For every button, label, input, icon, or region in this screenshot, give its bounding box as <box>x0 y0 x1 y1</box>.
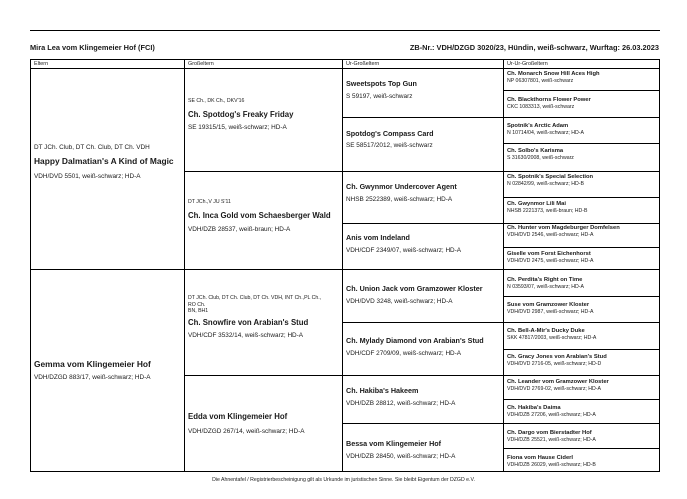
grandparent <box>188 412 340 436</box>
ancestor-registration: N 02842/99, weiß-schwarz; HD-B <box>507 180 584 187</box>
great-great-grandparent <box>507 148 657 161</box>
column-header-parents: Eltern <box>34 61 49 67</box>
great-grandparent-name: Bessa vom Klingemeier Hof <box>346 439 442 448</box>
grandparent-titles-line2: RO Ch. <box>188 301 206 308</box>
parent-name: Gemma vom Klingemeier Hof <box>34 359 151 369</box>
ancestor-registration: VDH/DZB 25521, weiß-schwarz; HD-A <box>507 436 596 443</box>
great-grandparent-name: Ch. Mylady Diamond von Arabian's Stud <box>346 336 484 345</box>
ancestor-registration: VDH/DZB 26029, weiß-schwarz; HD-B <box>507 461 596 468</box>
column-header-row <box>31 60 659 69</box>
parent-dam <box>34 359 182 382</box>
row-divider <box>342 223 659 224</box>
great-great-grandparent <box>507 123 657 136</box>
column-divider <box>184 60 185 471</box>
great-great-grandparent <box>507 225 657 238</box>
great-grandparent <box>346 129 501 150</box>
grandparent-titles: DT JCh.,V JU S'11 <box>188 199 231 205</box>
ancestor-name: Ch. Perdita's Right on Time <box>507 277 583 283</box>
grandparent <box>188 295 340 340</box>
great-grandparent-registration: NHSB 2522389, weiß-schwarz; HD-A <box>346 196 453 203</box>
great-grandparent-registration: VDH/DZB 28812, weiß-schwarz; HD-A <box>346 400 456 407</box>
great-grandparent-name: Ch. Gwynmor Undercover Agent <box>346 182 457 191</box>
ancestor-name: Ch. Dargo vom Bierstadter Hof <box>507 430 592 436</box>
great-great-grandparent <box>507 97 657 110</box>
ancestor-registration: NHSB 2221373, weiß-braun; HD-B <box>507 207 588 214</box>
great-grandparent <box>346 439 501 461</box>
row-divider <box>503 90 659 91</box>
great-grandparent <box>346 386 501 408</box>
great-grandparent-name: Ch. Union Jack vom Gramzower Kloster <box>346 284 483 293</box>
ancestor-registration: VDH/DVD 2716-05, weiß-schwarz; HD-D <box>507 360 602 367</box>
column-header-great-great-grandparents: Ur-Ur-Großeltern <box>507 61 548 67</box>
ancestor-name: Ch. Blackthorns Flower Power <box>507 97 591 103</box>
great-grandparent-registration: VDH/CDF 2709/09, weiß-schwarz; HD-A <box>346 350 462 357</box>
great-grandparent-registration: SE 58517/2012, weiß-schwarz <box>346 142 433 149</box>
grandparent <box>188 98 340 132</box>
grandparent-registration: VDH/DZGD 267/14, weiß-schwarz; HD-A <box>188 428 305 435</box>
grandparent-name: Ch. Spotdog's Freaky Friday <box>188 109 294 119</box>
row-divider <box>503 143 659 144</box>
row-divider <box>342 117 659 118</box>
ancestor-name: Ch. Solbo's Karisma <box>507 148 564 154</box>
great-great-grandparent <box>507 277 657 290</box>
ancestor-name: Spotnik's Arctic Adam <box>507 123 569 129</box>
great-great-grandparent <box>507 354 657 367</box>
ancestor-name: Giselle vom Forst Eichenhorst <box>507 251 591 257</box>
great-great-grandparent <box>507 201 657 214</box>
ancestor-registration: VDH/DVD 2987, weiß-schwarz; HD-A <box>507 308 594 315</box>
row-divider <box>184 171 659 172</box>
ancestor-registration: N 03593/07, weiß-schwarz; HD-A <box>507 283 584 290</box>
column-divider <box>342 60 343 471</box>
dog-name-heading: Mira Lea vom Klingemeier Hof (FCI) <box>30 43 155 52</box>
row-divider <box>184 375 659 376</box>
ancestor-registration: VDH/DVD 2475, weiß-schwarz; HD-A <box>507 257 594 264</box>
great-grandparent-name: Anis vom Indeland <box>346 233 410 242</box>
parent-registration: VDH/DVD 5501, weiß-schwarz; HD-A <box>34 173 141 180</box>
column-header-grandparents: Großeltern <box>188 61 214 67</box>
great-great-grandparent <box>507 405 657 418</box>
grandparent-name: Ch. Inca Gold vom Schaesberger Wald <box>188 210 331 220</box>
row-divider <box>342 423 659 424</box>
row-divider <box>342 322 659 323</box>
great-grandparent-registration: VDH/DZB 28450, weiß-schwarz; HD-A <box>346 453 456 460</box>
great-grandparent-name: Ch. Hakiba's Hakeem <box>346 386 419 395</box>
ancestor-name: Ch. Hakiba's Daima <box>507 405 561 411</box>
great-great-grandparent <box>507 251 657 264</box>
great-grandparent <box>346 79 501 101</box>
ancestor-name: Ch. Bell-A-Mir's Ducky Duke <box>507 328 585 334</box>
grandparent-titles: DT JCh. Club, DT Ch. Club, DT Ch. VDH, INT Ch.,PL Ch., <box>188 295 322 301</box>
ancestor-name: Ch. Gracy Jones von Arabian's Stud <box>507 354 607 360</box>
parent-sire <box>34 144 182 181</box>
great-grandparent-registration: S 59197, weiß-schwarz <box>346 93 413 100</box>
parent-registration: VDH/DZGD 883/17, weiß-schwarz; HD-A <box>34 374 151 381</box>
great-great-grandparent <box>507 328 657 341</box>
great-great-grandparent <box>507 174 657 187</box>
grandparent-titles: SE Ch., DK Ch., DKV'16 <box>188 98 245 104</box>
ancestor-registration: SKK 47817/2003, weiß-schwarz; HD-A <box>507 334 597 341</box>
ancestor-registration: VDH/DZB 27206, weiß-schwarz; HD-A <box>507 411 596 418</box>
great-grandparent <box>346 336 501 358</box>
grandparent-titles-line3: BN, BH1 <box>188 308 209 314</box>
great-grandparent-registration: VDH/CDF 2349/07, weiß-schwarz; HD-A <box>346 247 462 254</box>
pedigree-table <box>30 59 660 472</box>
ancestor-name: Ch. Leander vom Gramzower Kloster <box>507 379 609 385</box>
ancestor-registration: NP 06307801, weiß-schwarz <box>507 77 574 84</box>
grandparent-registration: VDH/CDF 3532/14, weiß-schwarz; HD-A <box>188 331 304 339</box>
great-grandparent <box>346 284 501 306</box>
row-divider <box>503 296 659 297</box>
ancestor-name: Ch. Hunter vom Magdeburger Domfelsen <box>507 225 620 231</box>
ancestor-name: Ch. Monarch Snow Hill Aces High <box>507 71 600 77</box>
ancestor-registration: N 10714/04, weiß-schwarz; HD-A <box>507 129 584 136</box>
ancestor-registration: VDH/DVD 2546, weiß-schwarz; HD-A <box>507 231 594 238</box>
ancestor-name: Fiona vom Hause Ciderl <box>507 455 574 461</box>
grandparent-registration: VDH/DZB 28537, weiß-braun; HD-A <box>188 225 291 233</box>
grandparent-name: Edda vom Klingemeier Hof <box>188 412 288 421</box>
row-divider <box>503 349 659 350</box>
great-grandparent-name: Spotdog's Compass Card <box>346 129 434 138</box>
parent-titles: DT JCh. Club, DT Ch. Club, DT Ch. VDH <box>34 144 150 151</box>
row-divider <box>503 247 659 248</box>
great-great-grandparent <box>507 430 657 443</box>
footer-note: Die Ahnentafel / Registrierbescheinigung gilt als Urkunde im juristischen Sinne. Sie bleibt Eigentum der DZGD e.V. <box>212 477 475 483</box>
ancestor-name: Ch. Gwynmor Lili Mai <box>507 201 566 207</box>
ancestor-name: Ch. Spotnik's Special Selection <box>507 174 594 180</box>
great-grandparent <box>346 182 501 204</box>
row-divider <box>503 399 659 400</box>
grandparent-name: Ch. Snowfire von Arabian's Stud <box>188 317 309 327</box>
great-grandparent-name: Sweetspots Top Gun <box>346 79 417 88</box>
great-grandparent-registration: VDH/DVD 3248, weiß-schwarz; HD-A <box>346 298 453 305</box>
ancestor-name: Suse vom Gramzower Kloster <box>507 302 590 308</box>
grandparent <box>188 199 340 234</box>
ancestor-registration: CKC 1083313, weiß-schwarz <box>507 103 575 110</box>
grandparent-registration: SE 19315/15, weiß-schwarz; HD-A <box>188 123 287 131</box>
great-great-grandparent <box>507 71 657 84</box>
great-great-grandparent <box>507 302 657 315</box>
row-divider <box>503 197 659 198</box>
row-divider <box>503 448 659 449</box>
ancestor-registration: VDH/DVD 2769-02, weiß-schwarz; HD-A <box>507 385 601 392</box>
top-rule <box>30 30 660 31</box>
row-divider <box>31 269 659 270</box>
column-divider <box>503 60 504 471</box>
great-great-grandparent <box>507 379 657 392</box>
dog-details-heading: ZB-Nr.: VDH/DZGD 3020/23, Hündin, weiß-schwarz, Wurftag: 26.03.2023 <box>409 43 659 52</box>
great-great-grandparent <box>507 455 657 468</box>
column-header-great-grandparents: Ur-Großeltern <box>346 61 380 67</box>
parent-name: Happy Dalmatian's A Kind of Magic <box>34 156 174 166</box>
great-grandparent <box>346 233 501 255</box>
ancestor-registration: S 31630/2008, weiß-schwarz <box>507 154 574 161</box>
